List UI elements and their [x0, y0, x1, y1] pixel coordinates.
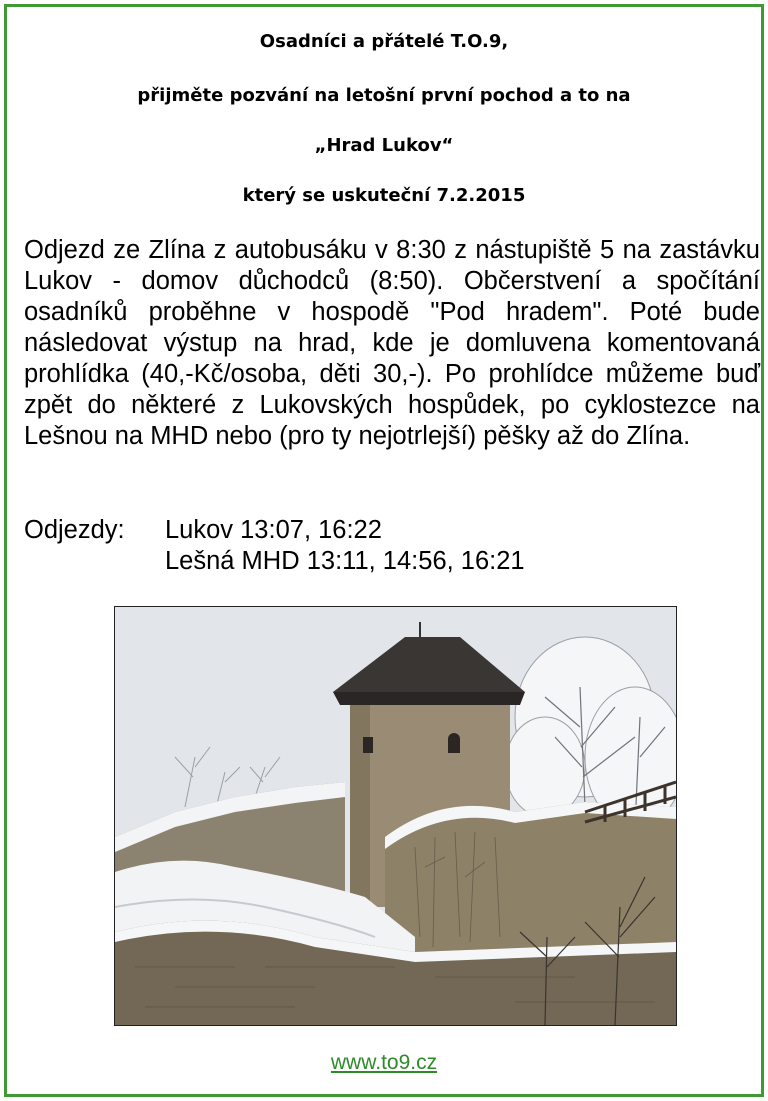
departure-row — [24, 515, 525, 546]
departure-lesna: Lešná MHD 13:11, 14:56, 16:21 — [165, 547, 525, 575]
departure-lukov: Lukov 13:07, 16:22 — [165, 516, 382, 544]
event-date: který se uskuteční 7.2.2015 — [242, 185, 526, 206]
page-border — [4, 4, 764, 1097]
departures-block — [24, 515, 525, 577]
website-link[interactable]: www.to9.cz — [330, 1051, 438, 1074]
invitation-heading: přijměte pozvání na letošní první pochod a to na — [137, 85, 631, 106]
greeting-heading: Osadníci a přátelé T.O.9, — [259, 31, 509, 52]
castle-photo — [114, 606, 677, 1026]
departures-label: Odjezdy: — [24, 516, 125, 544]
event-title: „Hrad Lukov“ — [314, 135, 454, 156]
departure-row — [24, 546, 525, 577]
event-description: Odjezd ze Zlína z autobusáku v 8:30 z nástupiště 5 na zastávku Lukov - domov důchodců (8:50). Občerstvení a spočítání osadníků proběhne v hospodě "Pod hradem". Poté bude následovat výstup na hrad, kde je domluvena komentovaná prohlídka (40,-Kč/osoba, děti 30,-). Po prohlídce můžeme buď zpět do některé z Lukovských hospůdek, po cyklostezce na Lešnou na MHD nebo (pro ty nejotrlejší) pěšky až do Zlína. — [24, 236, 760, 450]
